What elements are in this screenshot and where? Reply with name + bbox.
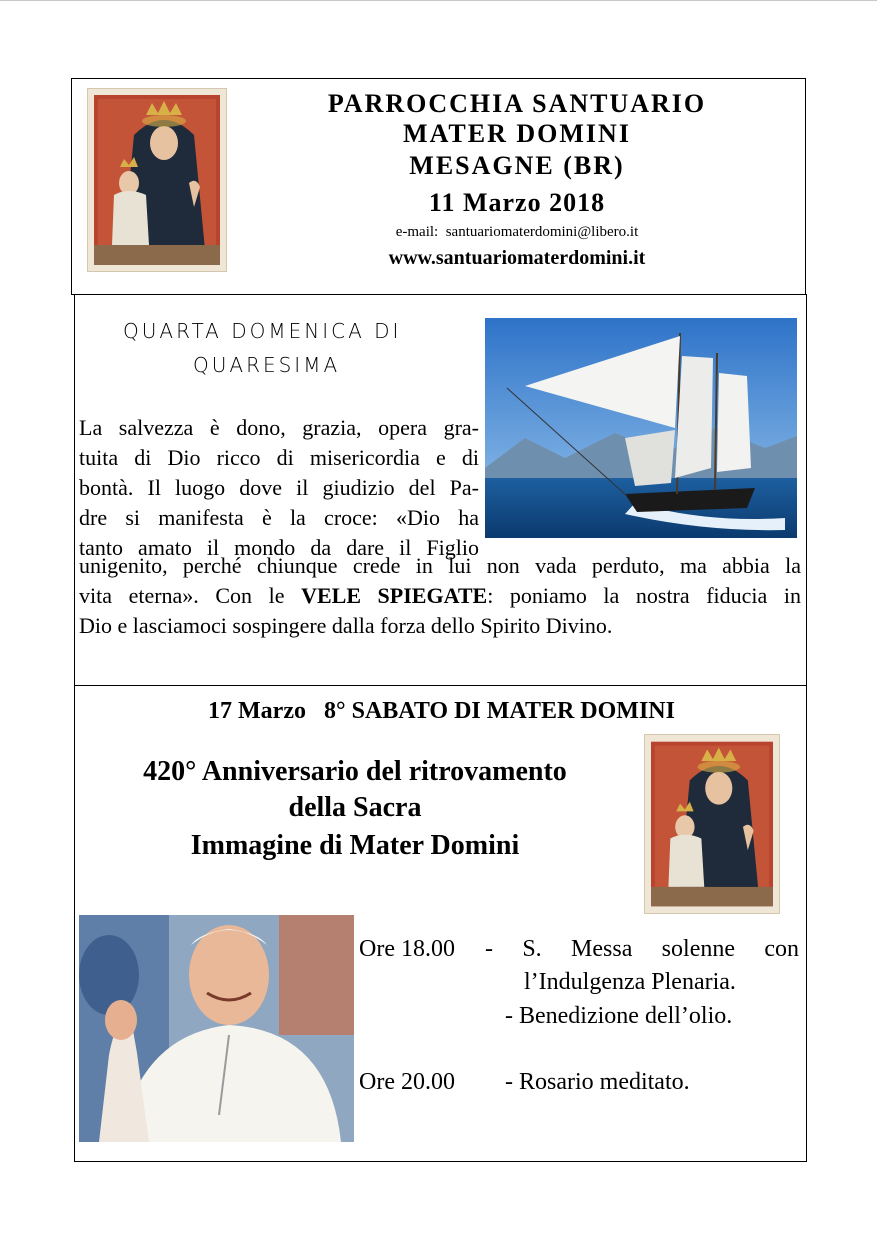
bulletin-date: 11 Marzo 2018 [428, 188, 606, 217]
madonna-icon-image [87, 88, 227, 272]
parish-name-line1: PARROCCHIA SANTUARIO [327, 89, 707, 118]
lent-text-line: tanto amato il mondo da dare il Figlio [79, 535, 479, 560]
parish-name-line2: MATER DOMINI [403, 119, 631, 148]
lent-text-line: La salvezza è dono, grazia, opera gra- [79, 415, 479, 440]
schedule-item: l’Indulgenza Plenaria. [524, 969, 736, 995]
lent-reflection-box [74, 294, 807, 686]
pope-photo [79, 915, 354, 1142]
event-box [74, 685, 807, 1162]
madonna-icon [651, 741, 773, 907]
event-header [75, 698, 808, 725]
lent-text-line [79, 581, 801, 611]
event-title: 8° SABATO DI MATER DOMINI [324, 698, 675, 724]
schedule-time: Ore 18.00 [359, 936, 455, 962]
lent-paragraph-narrow [79, 413, 479, 563]
madonna-icon [94, 95, 220, 265]
vele-spiegate-emphasis: VELE SPIEGATE [301, 583, 488, 608]
anniversary-line2: della Sacra [288, 792, 422, 823]
email-address[interactable]: santuariomaterdomini@libero.it [445, 224, 639, 240]
lent-text-line: dre si manifesta è la croce: «Dio ha [79, 505, 479, 530]
email-line [282, 224, 752, 241]
lent-text-segment: : poniamo la nostra fiducia in [487, 583, 801, 608]
lent-text-segment: vita eterna». Con le [79, 583, 302, 608]
event-date: 17 Marzo [208, 698, 306, 724]
header-box [71, 78, 806, 295]
lent-text-line: bontà. Il luogo dove il giudizio del Pa- [79, 475, 479, 500]
anniversary-line3: Immagine di Mater Domini [190, 830, 520, 861]
lent-text-line: Dio e lasciamoci sospingere dalla forza dello Spirito Divino. [79, 613, 613, 638]
sailboat-image [485, 318, 797, 538]
page-top-rule [0, 0, 877, 1]
website-link[interactable]: www.santuariomaterdomini.it [388, 247, 646, 269]
lent-text-line: unigenito, perché chiunque crede in lui non vada perduto, ma abbia la [79, 553, 801, 578]
parish-city: MESAGNE (BR) [409, 151, 625, 180]
lent-text-line: tuita di Dio ricco di misericordia e di [79, 445, 479, 470]
schedule-time: Ore 20.00 [359, 1069, 455, 1095]
schedule-item: - Rosario meditato. [505, 1069, 690, 1095]
email-label: e-mail: [395, 224, 439, 240]
anniversary-line1: 420° Anniversario del ritrovamento [143, 756, 567, 787]
madonna-icon-image [644, 734, 780, 914]
lent-paragraph-wide [79, 551, 801, 641]
schedule-item: - S. Messa solenne con [485, 936, 799, 962]
lent-title-line2: QUARESIMA [193, 353, 341, 377]
schedule-item: - Benedizione dell’olio. [505, 1003, 733, 1029]
lent-title-line1: QUARTA DOMENICA DI [123, 319, 402, 343]
